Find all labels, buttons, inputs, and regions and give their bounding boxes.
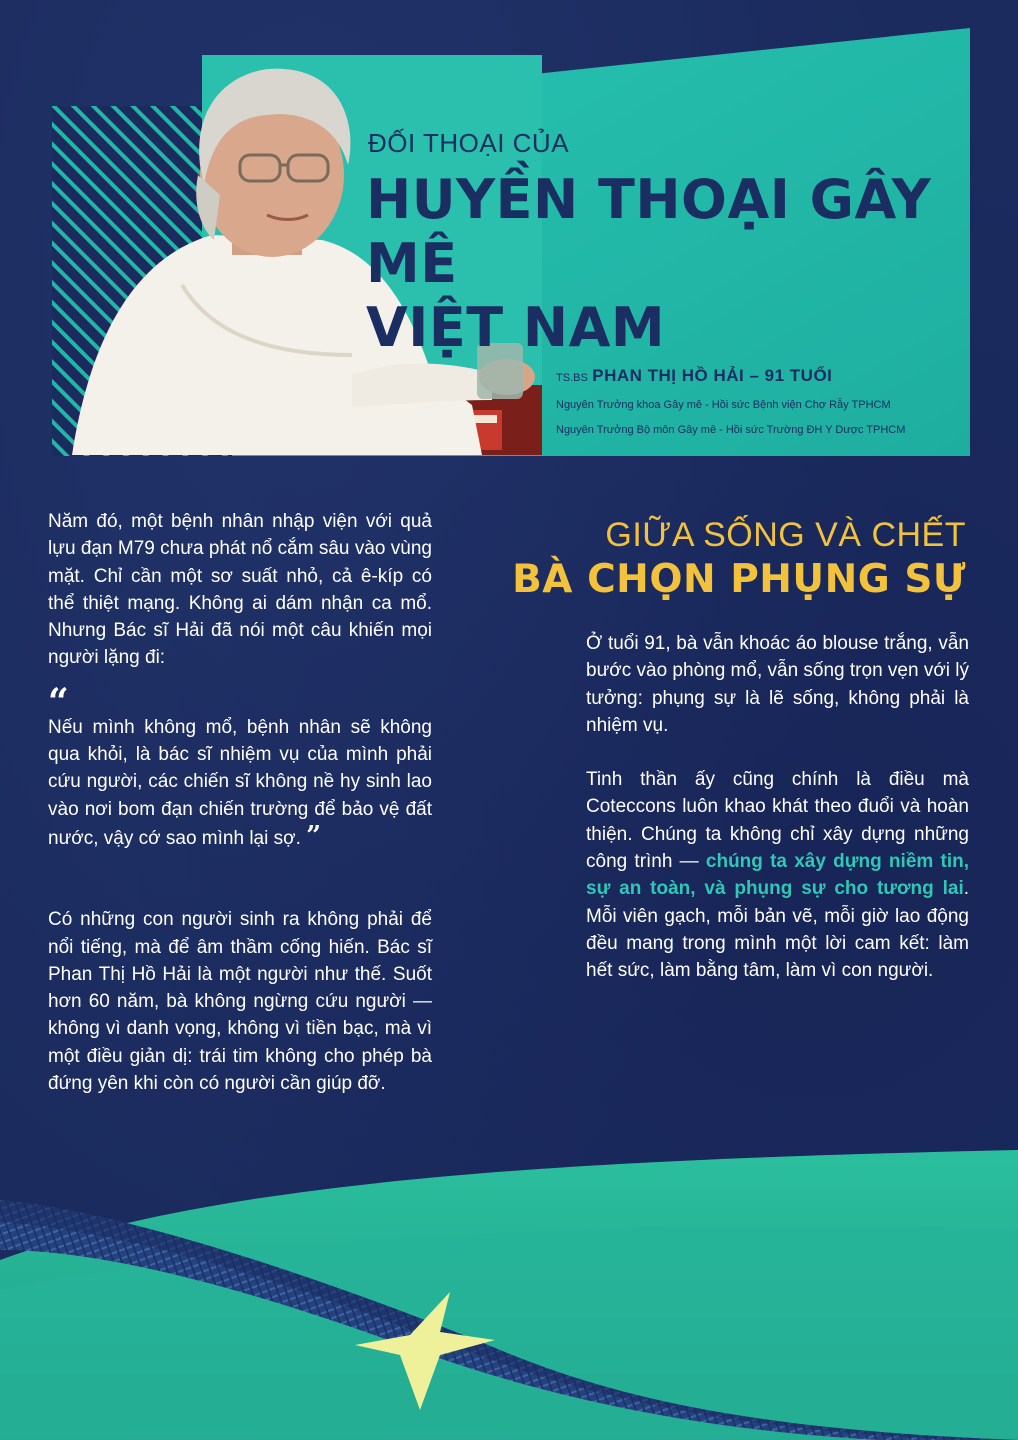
right-paragraph-2-b: . Mỗi viên gạch, mỗi bản vẽ, mỗi giờ lao động đều mang trong mình một lời cam kết: làm hết sức, làm bằng tâm, làm vì con người. — [586, 878, 969, 982]
right-paragraph-1: Ở tuổi 91, bà vẫn khoác áo blouse trắng, vẫn bước vào phòng mổ, vẫn sống trọn vẹn với lý tưởng: phụng sự là lẽ sống, không phải là nhiệm vụ. — [586, 633, 970, 736]
quote-open-icon: “ — [48, 680, 69, 723]
quote-close-icon: ” — [306, 820, 322, 851]
page-title — [366, 168, 966, 360]
right-paragraph-2-a: Tinh thần ấy cũng chính là điều mà Coteccons luôn khao khát theo đuổi và hoàn thiện. Chúng ta không chỉ xây dựng những công trình — — [586, 769, 969, 873]
section-heading-line-1: GIỮA SỐNG VÀ CHẾT — [605, 516, 966, 554]
footer-wave — [0, 1140, 1018, 1440]
left-paragraph-2: Có những con người sinh ra không phải để nổi tiếng, mà để âm thầm cống hiến. Bác sĩ Phan Thị Hồ Hải là một người như thế. Suốt hơn 60 năm, bà không ngừng cứu người — không vì danh vọng, không vì tiền bạc, mà vì một điều giản dị: trái tim không cho phép bà đứng yên khi còn có người cần giúp đỡ. — [48, 909, 432, 1095]
section-heading — [512, 514, 966, 604]
banner-kicker: ĐỐI THOẠI CỦA — [368, 128, 570, 158]
right-paragraph-2 — [586, 766, 969, 984]
byline-name: PHAN THỊ HỒ HẢI – 91 TUỔI — [592, 366, 833, 385]
left-paragraph-1: Năm đó, một bệnh nhân nhập viện với quả lựu đạn M79 chưa phát nổ cắm sâu vào vùng mặt. Chỉ cần một sơ suất nhỏ, cả ê-kíp có thể thiệt mạng. Không ai dám nhận ca mổ. Nhưng Bác sĩ Hải đã nói một câu khiến mọi người lặng đi: — [48, 511, 432, 669]
byline — [556, 366, 832, 386]
left-column — [48, 508, 432, 1097]
quote-text: Nếu mình không mổ, bệnh nhân sẽ không qua khỏi, là bác sĩ nhiệm vụ của mình phải cứu người, các chiến sĩ không nề hy sinh lao vào nơi bom đạn chiến trường để bảo vệ đất nước, vậy cớ sao mình lại sợ. — [48, 716, 432, 849]
right-paragraph-2-highlight: chúng ta xây dựng niềm tin, sự an toàn, và phụng sự cho tương lai — [586, 851, 969, 900]
section-heading-line-2: BÀ CHỌN PHỤNG SỰ — [512, 557, 966, 602]
title-line-1: HUYỀN THOẠI GÂY MÊ — [366, 168, 932, 295]
title-line-2: VIỆT NAM — [366, 296, 666, 359]
role-line-1: Nguyên Trưởng khoa Gây mê - Hồi sức Bệnh viện Chợ Rẫy TPHCM — [556, 399, 891, 411]
byline-prefix: TS.BS — [556, 372, 588, 384]
quote-block — [48, 714, 432, 852]
role-line-2: Nguyên Trưởng Bộ môn Gây mê - Hồi sức Trường ĐH Y Dược TPHCM — [556, 424, 906, 436]
right-column — [586, 630, 969, 985]
